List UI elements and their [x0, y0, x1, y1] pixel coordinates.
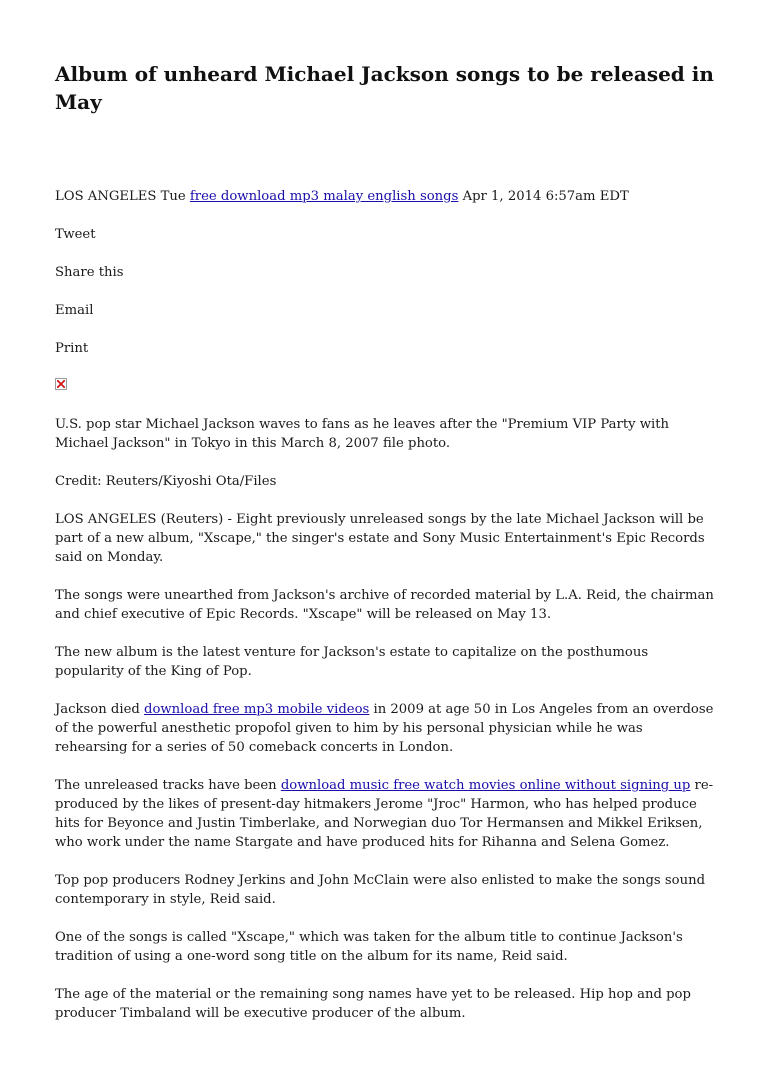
dateline-prefix: LOS ANGELES Tue	[55, 189, 190, 204]
paragraph-3: The new album is the latest venture for Jackson's estate to capitalize on the posthumous popularity of the King of Pop.	[55, 645, 649, 679]
share-print[interactable]: Print	[55, 341, 89, 356]
paragraph-4-link[interactable]: download free mp3 mobile videos	[144, 702, 370, 717]
image-caption: U.S. pop star Michael Jackson waves to fans as he leaves after the "Premium VIP Party with Michael Jackson" in Tokyo in this March 8, 2007 file photo.	[55, 417, 670, 451]
paragraph-4	[55, 700, 715, 757]
dateline-link[interactable]: free download mp3 malay english songs	[189, 189, 459, 204]
dateline	[55, 187, 715, 206]
share-email[interactable]: Email	[55, 303, 94, 318]
dateline-suffix: Apr 1, 2014 6:57am EDT	[458, 189, 629, 204]
broken-image-icon	[55, 378, 67, 390]
paragraph-4-after: in 2009 at age 50 in Los Angeles from an overdose of the powerful anesthetic propofol given to him by his personal physician while he was rehearsing for a series of 50 comeback concerts in London.	[55, 702, 714, 755]
paragraph-2: The songs were unearthed from Jackson's archive of recorded material by L.A. Reid, the chairman and chief executive of Epic Records. "Xscape" will be released on May 13.	[55, 588, 714, 622]
paragraph-1: LOS ANGELES (Reuters) - Eight previously unreleased songs by the late Michael Jackson will be part of a new album, "Xscape," the singer's estate and Sony Music Entertainment's Epic Records said on Monday.	[55, 512, 705, 565]
article-body	[55, 187, 715, 1042]
paragraph-5-before: The unreleased tracks have been	[55, 778, 281, 793]
paragraph-7: One of the songs is called "Xscape," which was taken for the album title to continue Jackson's tradition of using a one-word song title on the album for its name, Reid said.	[55, 930, 683, 964]
paragraph-5	[55, 776, 715, 852]
share-tweet[interactable]: Tweet	[55, 227, 96, 242]
paragraph-8: The age of the material or the remaining song names have yet to be released. Hip hop and pop producer Timbaland will be executive producer of the album.	[55, 987, 691, 1021]
image-credit: Credit: Reuters/Kiyoshi Ota/Files	[55, 474, 277, 489]
article-image	[55, 377, 715, 396]
paragraph-5-after: re-produced by the likes of present-day hitmakers Jerome "Jroc" Harmon, who has helped produce hits for Beyonce and Justin Timberlake, and Norwegian duo Tor Hermansen and Mikkel Eriksen, who work under the name Stargate and have produced hits for Rihanna and Selena Gomez.	[55, 778, 714, 850]
article-title: Album of unheard Michael Jackson songs to be released in May	[55, 62, 714, 114]
paragraph-5-link[interactable]: download music free watch movies online without signing up	[280, 778, 691, 793]
share-this[interactable]: Share this	[55, 265, 124, 280]
paragraph-6: Top pop producers Rodney Jerkins and John McClain were also enlisted to make the songs sound contemporary in style, Reid said.	[55, 873, 706, 907]
paragraph-4-before: Jackson died	[55, 702, 145, 717]
